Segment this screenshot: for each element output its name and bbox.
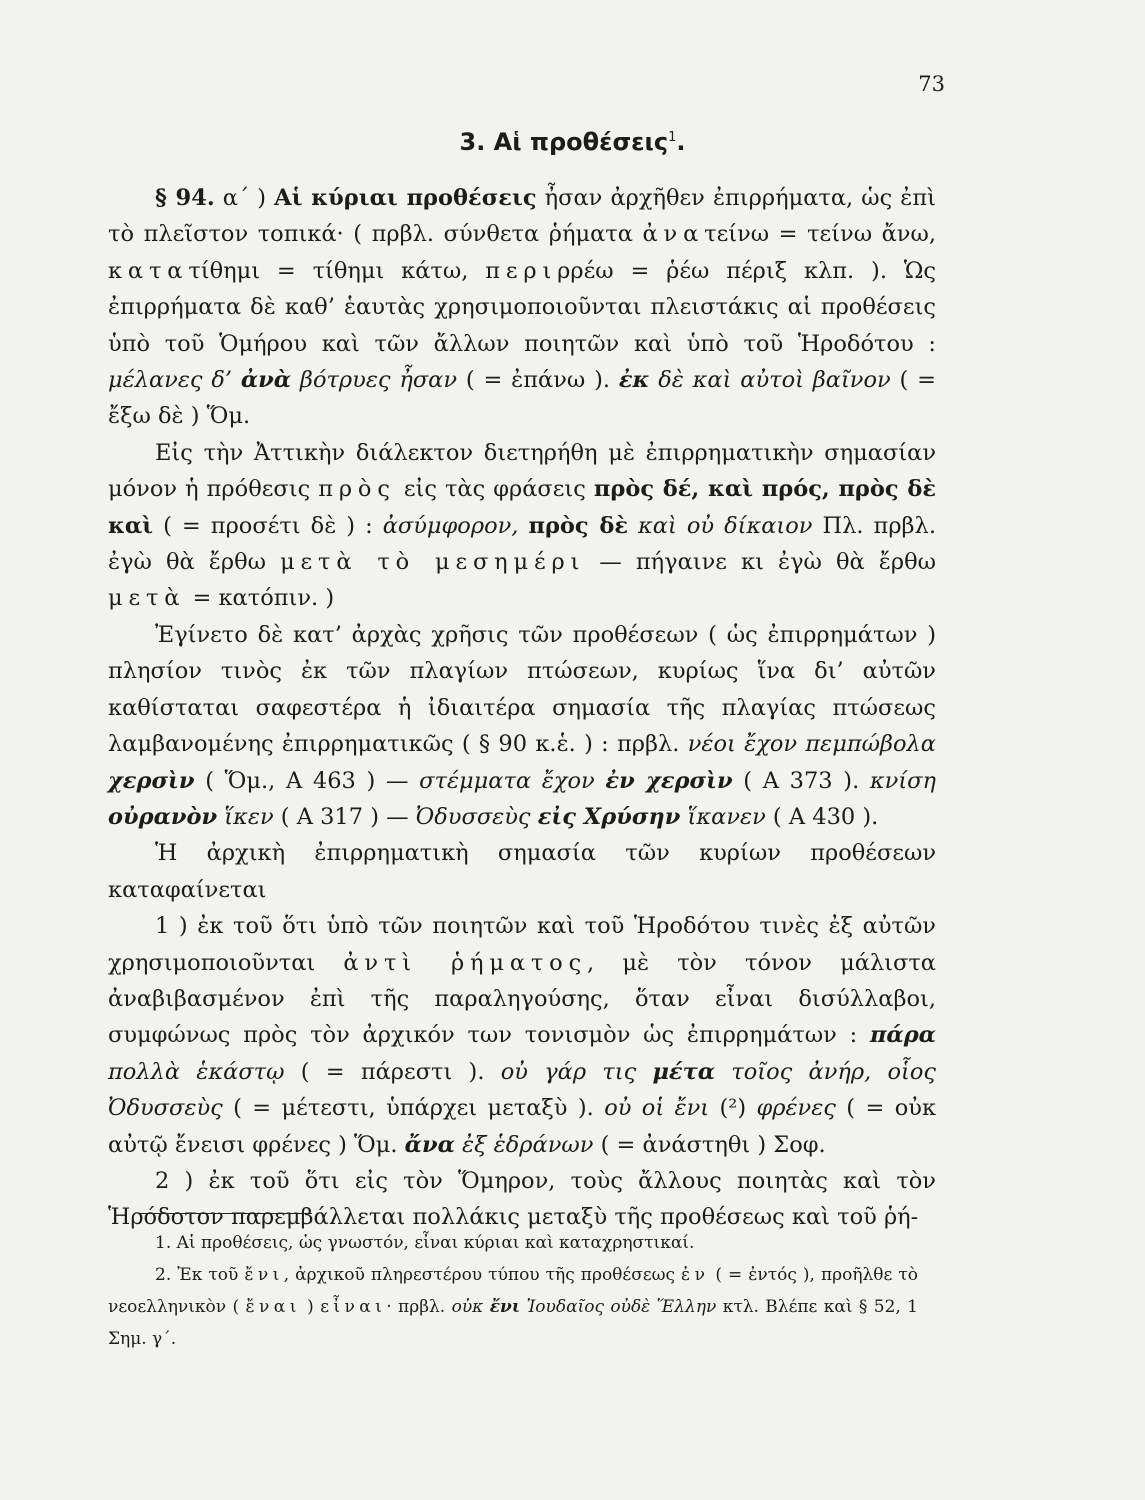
bold-italic-term: ἐκ bbox=[618, 367, 650, 394]
italic-quote: ἐξ ἑδράνων bbox=[454, 1131, 594, 1158]
paragraph-number: § 94. bbox=[155, 185, 215, 211]
text-span: Ἐγίνετο δὲ κατ’ ἀρχὰς χρῆσις τῶν προθέσεων ( ὡς ἐπιρρημάτων ) πλησίον τινὸς ἐκ τῶν πλαγίων πτώσεων, κυρίως ἵνα δι’ αὐτῶν καθίσταται σαφεστέρα ἡ ἰδιαιτέρα σημασία τῆς πλαγίας πτώσεως λαμβανομένης ἐπιρρηματικῶς ( § 90 κ.ἑ. ) : πρβλ. bbox=[108, 621, 936, 758]
paragraph-attic bbox=[108, 435, 936, 617]
spaced-word: ἔναι bbox=[245, 1297, 301, 1317]
text-span: εἰς τὰς φράσεις bbox=[395, 476, 594, 503]
section-heading bbox=[0, 128, 1145, 156]
text-span: , μὲ τὸν τόνον μάλιστα ἀναβιβασμένον ἐπὶ τῆς παραληγούσης, ὅταν εἶναι δισύλλαβοι, συμφώνως πρὸς τὸν ἀρχικόν των τονισμὸν ὡς ἐπιρρημάτων : bbox=[108, 949, 936, 1049]
text-span: τίθημι = τίθημι κάτω, bbox=[188, 257, 486, 284]
italic-quote: Ὀδυσσεὺς bbox=[415, 803, 538, 830]
text-span: ( = ἔξω δὲ ) Ὅμ. bbox=[108, 367, 936, 430]
paragraph-oblique-cases bbox=[108, 617, 936, 835]
text-span: · πρβλ. bbox=[386, 1297, 452, 1317]
footnote-divider bbox=[140, 1213, 312, 1214]
paragraph-94 bbox=[108, 180, 936, 435]
text-span: = κατόπιν. ) bbox=[185, 585, 335, 612]
footnote-ref: (²) bbox=[709, 1095, 757, 1122]
text-span: 2 ) ἐκ τοῦ ὅτι εἰς τὸν Ὅμηρον, τοὺς ἄλλους ποιητὰς καὶ τὸν Ἡρόδοτον παρεμβάλλεται πολλάκις μεταξὺ τῆς προθέσεως καὶ τοῦ ῥή- bbox=[108, 1167, 936, 1231]
text-span: ( Ὅμ., Α 463 ) — bbox=[194, 767, 420, 794]
italic-quote: ἵκεν bbox=[217, 803, 274, 830]
italic-quote: βότρυες ἦσαν bbox=[291, 367, 458, 394]
bold-italic-term: ἔνι bbox=[489, 1297, 521, 1317]
text-span: ( = μέτεστι, ὑπάρχει μεταξὺ ). bbox=[222, 1095, 605, 1122]
bold-italic-term: εἰς Χρύσην bbox=[537, 803, 681, 830]
footnote-ref: 1 bbox=[668, 130, 677, 145]
text-span: ρρέω = ῥέω πέριξ κλπ. ). Ὡς ἐπιρρήματα δὲ καθ’ ἑαυτὰς χρησιμοποιοῦνται πλειστάκις αἱ προθέσεις ὑπὸ τοῦ Ὁμήρου καὶ τῶν ἄλλων ποιητῶν καὶ ὑπὸ τοῦ Ἡροδότου : bbox=[108, 257, 936, 357]
italic-quote: δὲ καὶ αὐτοὶ βαῖνον bbox=[649, 367, 891, 394]
italic-quote: νέοι ἔχον πεμπώβολα bbox=[687, 731, 937, 758]
italic-quote: φρένες bbox=[756, 1095, 836, 1122]
text-span: ἦσαν ἀρχῆθεν ἐπιρρήματα, ὡς ἐπὶ τὸ πλεῖστον τοπικά· ( πρβλ. σύνθετα ῥήματα bbox=[108, 185, 936, 248]
text-span: — πήγαινε κι ἐγὼ θὰ ἔρθω bbox=[585, 549, 936, 576]
text-span: κτλ. Βλέπε καὶ § 52, 1 Σημ. γ΄. bbox=[108, 1297, 918, 1349]
footnote-1 bbox=[108, 1227, 918, 1259]
italic-quote: πολλὰ ἑκάστῳ bbox=[108, 1058, 285, 1085]
bold-term: πρὸς δὲ bbox=[528, 512, 629, 539]
text-span: ) bbox=[300, 1297, 321, 1317]
bold-italic-term: πάρα bbox=[869, 1022, 936, 1049]
paragraph-point-2 bbox=[108, 1163, 936, 1236]
spaced-prefix: ἀνα bbox=[642, 221, 705, 248]
italic-quote: τοῖος ἀνήρ, οἷος Ὀδυσσεὺς bbox=[108, 1058, 936, 1122]
section-title-end: . bbox=[676, 128, 686, 156]
spaced-phrase: ἀντὶ ῥήματος bbox=[343, 949, 588, 976]
text-span: ( Α 373 ). bbox=[732, 767, 870, 794]
bold-italic-term: οὐρανὸν bbox=[108, 803, 218, 830]
text-span: Ἡ ἀρχικὴ ἐπιρρηματικὴ σημασία τῶν κυρίων προθέσεων καταφαίνεται bbox=[108, 840, 936, 903]
italic-quote: καὶ οὐ δίκαιον bbox=[628, 512, 813, 539]
text-span: ( = προσέτι δὲ ) : bbox=[153, 512, 383, 539]
text-span: ( = ἐντός ), προῆλθε τὸ νεοελληνικὸν ( bbox=[108, 1265, 918, 1317]
spaced-phrase: μετὰ τὸ μεσημέρι bbox=[280, 549, 586, 576]
spaced-word: εἶναι bbox=[320, 1297, 387, 1317]
italic-quote: Ἰουδαῖος οὐδὲ Ἕλλην bbox=[520, 1297, 717, 1317]
spaced-prefix: κατα bbox=[108, 257, 189, 284]
footnotes bbox=[108, 1227, 918, 1355]
text-span: ( Α 317 ) — bbox=[273, 803, 416, 830]
text-span: ( = οὐκ αὐτῷ ἔνεισι φρένες ) Ὅμ. bbox=[108, 1095, 937, 1158]
text-span: Εἰς τὴν Ἀττικὴν διάλεκτον διετηρήθη μὲ ἐπιρρηματικὴν σημασίαν μόνον ἡ πρόθεσις bbox=[108, 439, 936, 503]
page-number: 73 bbox=[918, 72, 945, 96]
spaced-prefix: περι bbox=[485, 257, 558, 284]
text-span: ( = ἐπάνω ). bbox=[457, 367, 619, 394]
spaced-word: ἔνι bbox=[244, 1265, 284, 1285]
text-span: τείνω = τείνω ἄνω, bbox=[704, 221, 936, 248]
text-span: ( Α 430 ). bbox=[765, 803, 879, 830]
text-span: Πλ. πρβλ. ἐγὼ θὰ ἔρθω bbox=[108, 512, 936, 576]
text-span: α΄ ) bbox=[214, 185, 275, 211]
section-title: 3. Αἱ προθέσεις bbox=[459, 128, 669, 156]
paragraph-point-1 bbox=[108, 908, 936, 1163]
bold-term: πρὸς δέ, καὶ πρός, πρὸς δὲ καὶ bbox=[108, 476, 937, 539]
italic-quote: στέμματα ἔχον bbox=[419, 767, 606, 794]
italic-quote: οὐκ bbox=[451, 1297, 490, 1317]
bold-italic-term: ἄνα bbox=[404, 1131, 455, 1158]
italic-quote: οὐ γάρ τις bbox=[500, 1058, 653, 1085]
bold-term: Αἱ κύριαι προθέσεις bbox=[274, 185, 537, 211]
text-span: , ἀρχικοῦ πληρεστέρου τύπου τῆς προθέσεως bbox=[283, 1265, 682, 1285]
bold-italic-term: χερσὶν bbox=[108, 767, 195, 794]
text-span: 2. Ἐκ τοῦ bbox=[155, 1265, 245, 1285]
bold-italic-term: ἐν χερσὶν bbox=[605, 767, 733, 794]
bold-italic-term: ἀνὰ bbox=[240, 367, 292, 394]
text-span: 1. Αἱ προθέσεις, ὡς γνωστόν, εἶναι κύριαι καὶ καταχρηστικαί. bbox=[155, 1233, 695, 1253]
italic-quote: οὐ οἱ ἔνι bbox=[604, 1095, 710, 1122]
bold-italic-term: μέτα bbox=[652, 1058, 716, 1085]
text-span: ( = ἀνάστηθι ) Σοφ. bbox=[593, 1131, 826, 1158]
italic-quote: κνίση bbox=[869, 767, 937, 794]
paragraph-adverbial-meaning bbox=[108, 835, 936, 908]
main-text bbox=[108, 180, 936, 1236]
text-span: 1 ) ἐκ τοῦ ὅτι ὑπὸ τῶν ποιητῶν καὶ τοῦ Ἡροδότου τινὲς ἐξ αὐτῶν χρησιμοποιοῦνται bbox=[108, 913, 936, 976]
spaced-word: πρὸς bbox=[318, 476, 396, 503]
spaced-word: μετὰ bbox=[108, 585, 186, 612]
italic-quote: μέλανες δ’ bbox=[108, 367, 241, 394]
italic-quote: ἀσύμφορον, bbox=[382, 512, 529, 539]
text-span: ( = πάρεστι ). bbox=[284, 1058, 501, 1085]
italic-quote: ἵκανεν bbox=[680, 803, 766, 830]
footnote-2 bbox=[108, 1259, 918, 1355]
spaced-word: ἐν bbox=[681, 1265, 710, 1285]
